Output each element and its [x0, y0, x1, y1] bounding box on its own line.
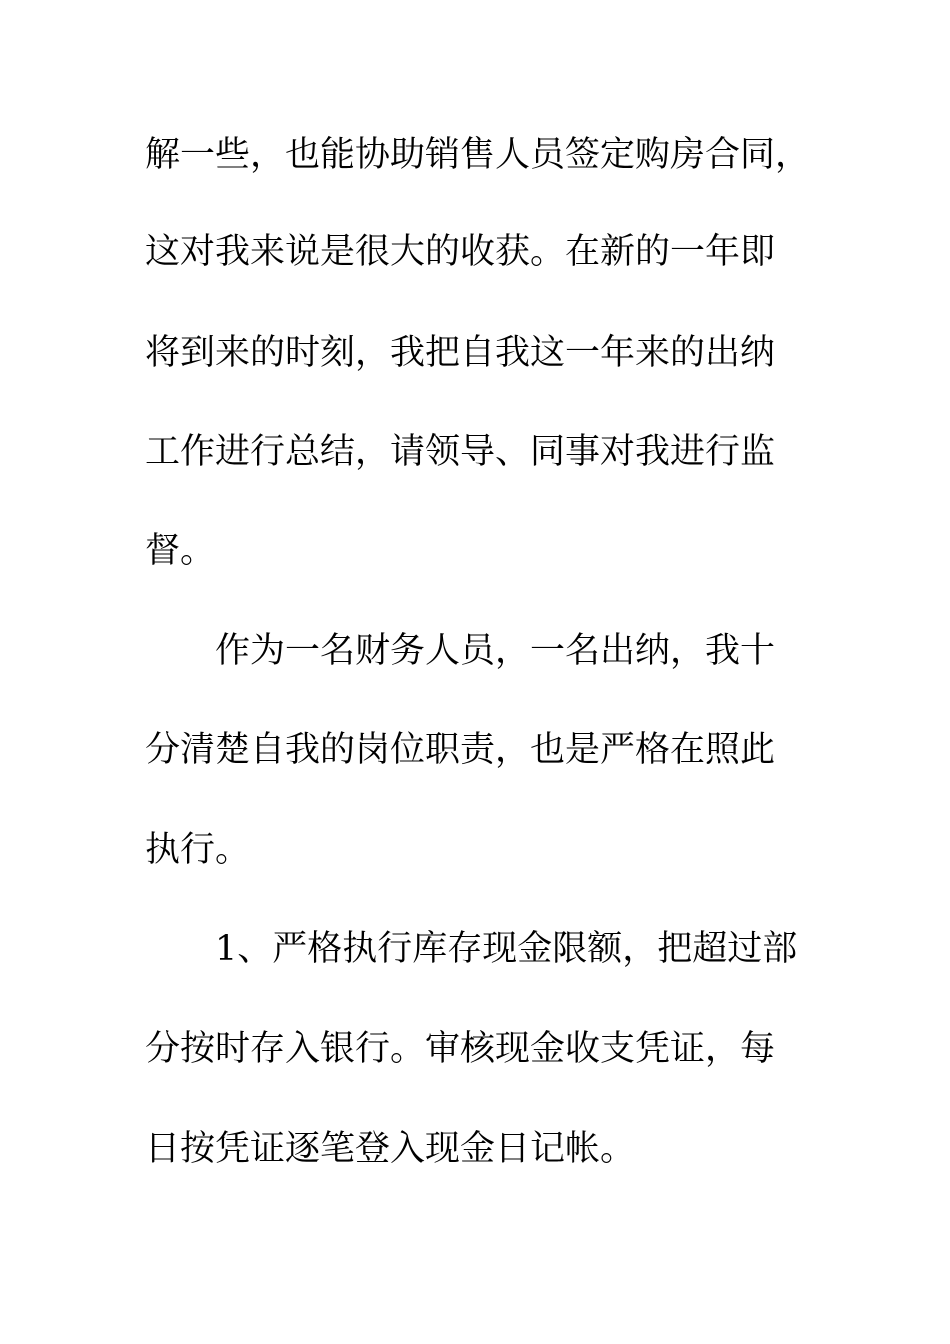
- list-item-first-line: 1、严格执行库存现金限额，把超过部: [215, 929, 798, 969]
- text-line: 这对我来说是很大的收获。在新的一年即: [145, 232, 776, 272]
- text-line: 分清楚自我的岗位职责，也是严格在照此: [145, 730, 776, 770]
- text-line: 解一些，也能协助销售人员签定购房合同，: [145, 135, 811, 175]
- text-line: 分按时存入银行。审核现金收支凭证，每: [145, 1029, 776, 1069]
- text-line: 工作进行总结，请领导、同事对我进行监: [145, 432, 776, 472]
- paragraph-first-line: 作为一名财务人员，一名出纳，我十: [215, 631, 776, 671]
- text-line: 执行。: [145, 830, 251, 870]
- text-line: 督。: [145, 531, 216, 571]
- text-line: 日按凭证逐笔登入现金日记帐。: [145, 1129, 636, 1169]
- text-line: 将到来的时刻，我把自我这一年来的出纳: [145, 333, 776, 373]
